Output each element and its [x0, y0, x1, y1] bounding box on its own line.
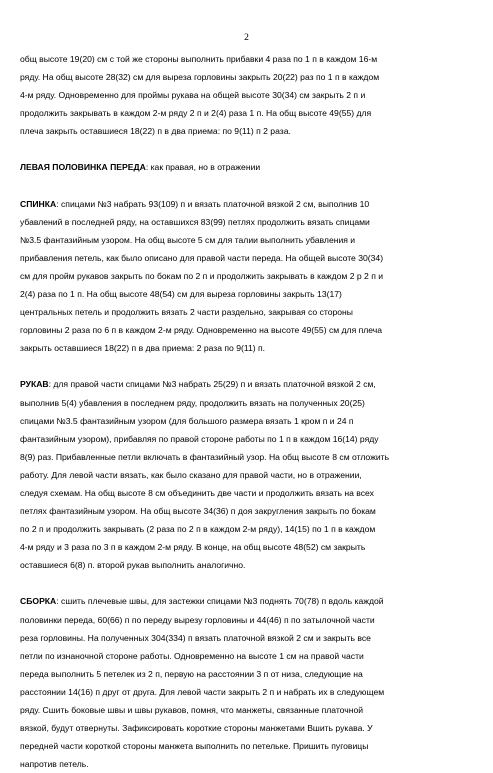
text-line: см для пройм рукавов закрыть по бокам по 2 п и продолжить закрывать в каждом 2 р 2 п и — [20, 270, 384, 281]
text-line: петли по изнаночной стороне работы. Одновременно на высоте 1 см на правой части — [20, 650, 364, 661]
text-line: петлях фантазийным узором. На общ высоте 34(36) п доя закругления закрыть по бокам — [20, 506, 376, 517]
text-run: : спицами №3 набрать 93(109) п и вязать платочной вязкой 2 см, выполнив 10 — [56, 198, 370, 209]
text-line: вязкой, будут отвернуты. Зафиксировать короткие стороны манжетами Вшить рукава. У — [20, 723, 373, 734]
text-line: выполнив 5(4) убавления в последнем ряду, продолжить вязать на полученных 20(25) — [20, 397, 365, 408]
text-line: переда выполнить 5 петелек из 2 п, первую на расстоянии 3 п от низа, следующие на — [20, 668, 363, 679]
text-line: продолжить закрывать в каждом 2-м ряду 2 п и 2(4) раза 1 п. На общ высоте 49(55) для — [20, 108, 372, 119]
text-line: плеча закрыть оставшиеся 18(22) п в два приема: по 9(11) п 2 раза. — [20, 126, 291, 137]
text-line — [20, 158, 475, 176]
text-line — [20, 592, 475, 610]
paragraph-assembly — [20, 592, 475, 773]
text-line: по 2 п и продолжить закрывать (2 раза по 2 п в каждом 2-м ряду), 14(15) по 1 п в каждом — [20, 524, 376, 535]
text-line: половинки переда, 60(66) п по переду вырезу горловины и 44(46) п по затылочной части — [20, 614, 375, 625]
text-line: следуя схемам. На общ высоте 8 см объединить две части и продолжить вязать на всех — [20, 487, 374, 498]
text-line: закрыть оставшиеся 18(22) п в два приема: 2 раза по 9(11) п. — [20, 343, 266, 354]
text-line: напротив петель. — [20, 759, 89, 770]
section-heading-sleeve: РУКАВ — [20, 379, 49, 390]
paragraph-continuation — [20, 50, 475, 140]
text-line: 2(4) раза по 1 п. На общ высоте 48(54) см для выреза горловины закрыть 13(17) — [20, 289, 342, 300]
text-line: центральных петель и продолжить вязать 2 части раздельно, закрывая со стороны — [20, 307, 353, 318]
text-line: реза горловины. На полученных 304(334) п вязать платочной вязкой 2 см и закрыть все — [20, 632, 371, 643]
text-line: убавлений в последней ряду, на оставшихся 83(99) петлях продолжить вязать спицами — [20, 216, 370, 227]
text-line — [20, 375, 475, 393]
text-line: ряду. Сшить боковые швы и швы рукавов, помня, что манжеты, связанные платочной — [20, 705, 364, 715]
text-line: 4-м ряду. Одновременно для проймы рукава на общей высоте 30(34) см закрыть 2 п и — [20, 90, 366, 101]
section-heading-left-front: ЛЕВАЯ ПОЛОВИНКА ПЕРЕДА — [20, 162, 146, 173]
text-line: горловины 2 раза по 6 п в каждом 2-м ряду. Одновременно на высоте 49(55) см для плеча — [20, 325, 383, 336]
text-line: передней части короткой стороны манжета выполнить по петельке. Пришить пуговицы — [20, 741, 369, 752]
paragraph-back — [20, 195, 475, 358]
text-line: №3.5 фантазийным узором. На общ высоте 5 см для талии выполнить убавления и — [20, 234, 356, 245]
text-line — [20, 195, 475, 213]
text-line: работу. Для левой части вязать, как было сказано для правой части, но в отражении, — [20, 469, 362, 480]
text-run: : как правая, но в отражении — [145, 162, 261, 173]
text-line: ряду. На общ высоте 28(32) см для выреза горловины закрыть 20(22) раз по 1 п в каждом — [20, 72, 380, 83]
document-body — [20, 50, 475, 773]
text-line: 8(9) раз. Прибавленные петли включать в фантазийный узор. На общ высоте 8 см отложить — [20, 451, 390, 462]
text-line: расстоянии 14(16) п друг от друга. Для левой части закрыть 2 п и набрать их в следующем — [20, 686, 385, 697]
paragraph-sleeve — [20, 375, 475, 574]
text-line: фантазийным узором), прибавляя по правой стороне работы по 1 п в каждом 16(14) ряду — [20, 433, 379, 444]
text-run: : для правой части спицами №3 набрать 25(29) п и вязать платочной вязкой 2 см, — [48, 379, 376, 390]
text-line: общ высоте 19(20) см с той же стороны выполнить прибавки 4 раза по 1 п в каждом 16-м — [20, 54, 378, 64]
page-number: 2 — [244, 33, 249, 43]
text-line: спицами №3.5 фантазийным узором (для большого размера вязать 1 кром п и 24 п — [20, 415, 354, 426]
text-line: 4-м ряду и 3 раза по 3 п в каждом 2-м ряду. В конце, на общ высоте 48(52) см закрыть — [20, 542, 366, 553]
section-heading-assembly: СБОРКА — [20, 596, 57, 607]
paragraph-left-front — [20, 158, 475, 176]
text-run: : сшить плечевые швы, для застежки спицами №3 поднять 70(78) п вдоль каждой — [56, 596, 384, 607]
section-heading-back: СПИНКА — [20, 198, 57, 209]
text-line: оставшиеся 6(8) п. второй рукав выполнить аналогично. — [20, 560, 246, 571]
text-line: прибавления петель, как было описано для правой части переда. На общей высоте 30(34) — [20, 252, 384, 263]
